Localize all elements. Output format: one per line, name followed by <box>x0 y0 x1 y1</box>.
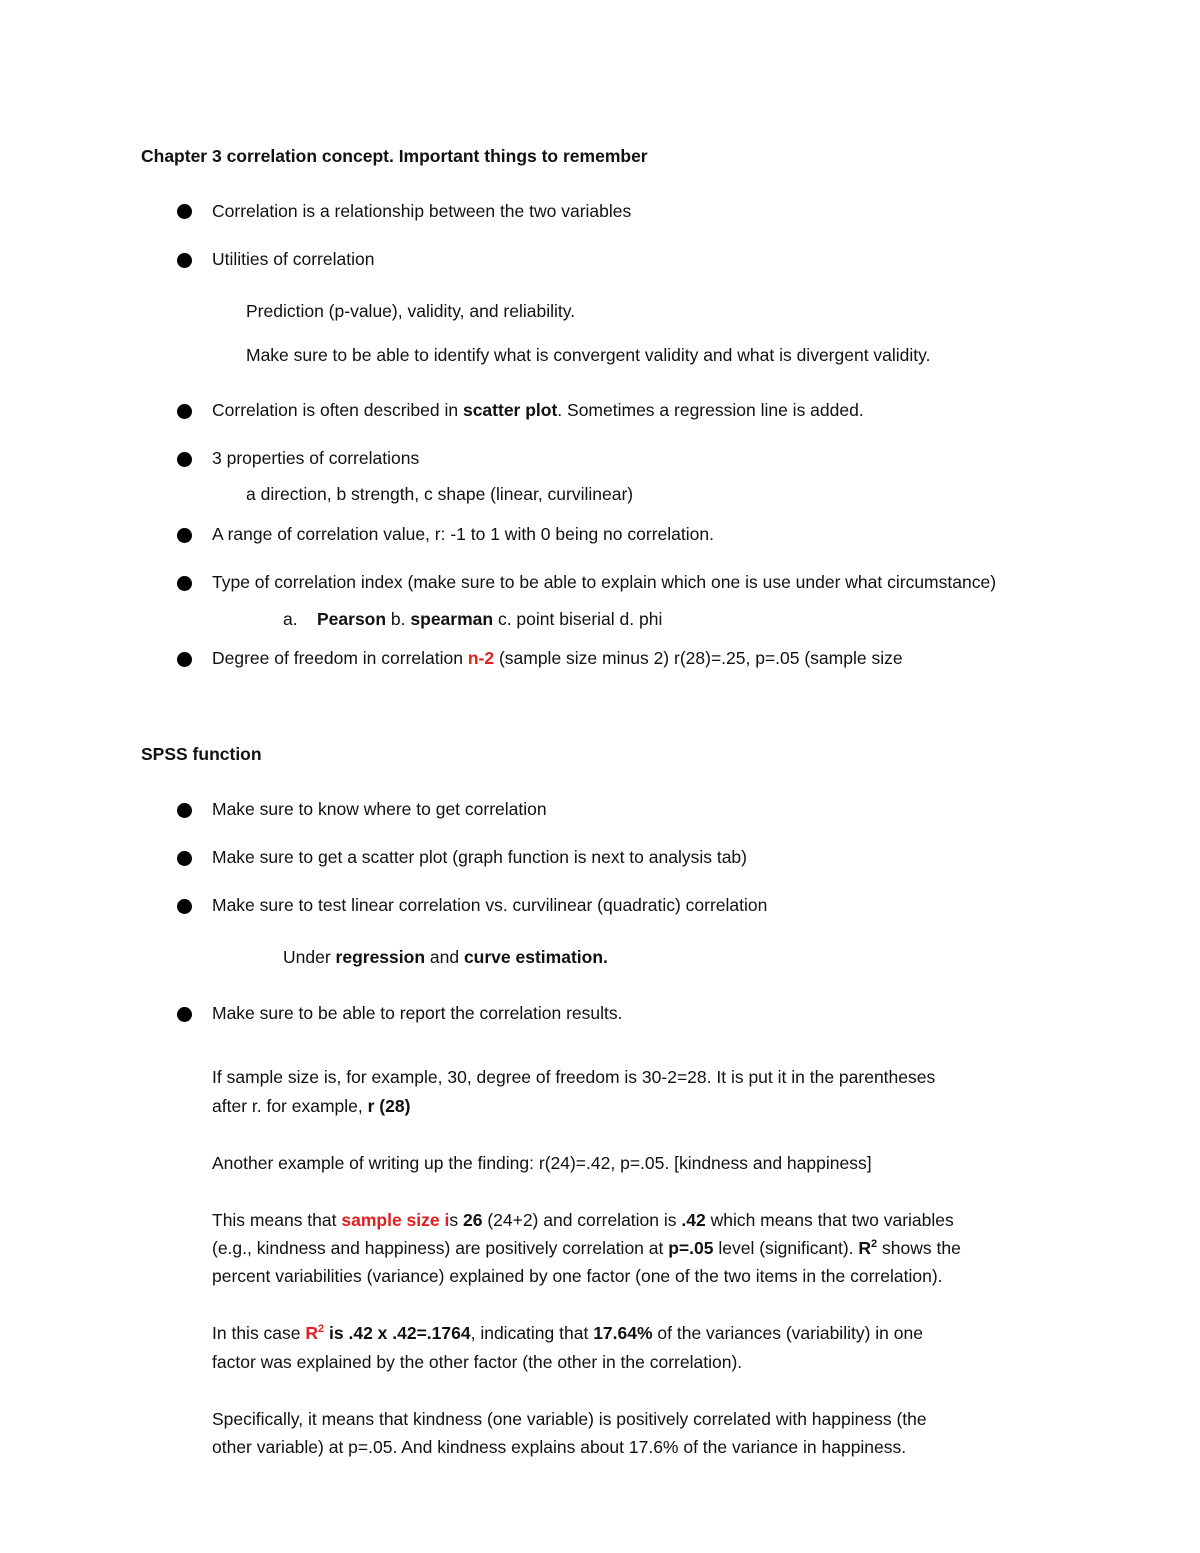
sub-text: Make sure to be able to identify what is convergent validity and what is divergent validity. <box>246 345 931 365</box>
text-run: c. point biserial d. phi <box>493 609 663 629</box>
text-run: Degree of freedom in correlation <box>212 648 468 668</box>
text-run: and <box>425 947 464 967</box>
bullet-text: Make sure to be able to report the correlation results. <box>212 1003 623 1023</box>
text-run: b. <box>386 609 411 629</box>
text-run: . Sometimes a regression line is added. <box>557 400 864 420</box>
text-run: Under <box>283 947 336 967</box>
red-run: sample size i <box>341 1210 450 1230</box>
bullet-icon <box>177 803 192 818</box>
bold-run: p=.05 <box>668 1238 714 1258</box>
bullet-text <box>212 647 903 669</box>
bullet-text: Make sure to test linear correlation vs. curvilinear (quadratic) correlation <box>212 895 768 915</box>
bold-run: Pearson <box>317 609 387 629</box>
sub-text <box>317 608 662 630</box>
paragraph-line: If sample size is, for example, 30, degree of freedom is 30-2=28. It is put it in the parentheses <box>212 1067 936 1087</box>
text-run: shows the <box>877 1238 961 1258</box>
text-run: s <box>449 1210 463 1230</box>
text-run: (e.g., kindness and happiness) are positively correlation at <box>212 1238 669 1258</box>
text-run: of the variances (variability) in one <box>652 1323 923 1343</box>
text-run: In this case <box>212 1323 306 1343</box>
red-run: R <box>305 1323 319 1343</box>
bullet-text: Utilities of correlation <box>212 249 375 269</box>
bold-run: r (28) <box>367 1096 411 1116</box>
bullet-icon <box>177 452 192 467</box>
page-heading: Chapter 3 correlation concept. Important things to remember <box>141 146 648 166</box>
bold-run: R <box>858 1238 872 1258</box>
bullet-icon <box>177 851 192 866</box>
text-run: after r. for example, <box>212 1096 368 1116</box>
bullet-text: Correlation is a relationship between the two variables <box>212 201 632 221</box>
paragraph-line <box>212 1209 954 1231</box>
text-run: This means that <box>212 1210 342 1230</box>
bullet-text: Make sure to know where to get correlation <box>212 799 547 819</box>
text-run: (sample size minus 2) r(28)=.25, p=.05 (sample size <box>494 648 903 668</box>
bullet-icon <box>177 1007 192 1022</box>
bold-run: 17.64% <box>593 1323 653 1343</box>
bold-run: scatter plot <box>462 400 558 420</box>
bullet-icon <box>177 576 192 591</box>
superscript: 2 <box>871 1238 878 1250</box>
sub-text: a direction, b strength, c shape (linear, curvilinear) <box>246 484 634 504</box>
text-run: which means that two variables <box>705 1210 954 1230</box>
paragraph-line: factor was explained by the other factor (the other in the correlation). <box>212 1352 743 1372</box>
paragraph-line <box>212 1095 410 1117</box>
bold-run: is .42 x .42=.1764 <box>324 1323 471 1343</box>
paragraph-line <box>212 1237 961 1259</box>
bullet-icon <box>177 253 192 268</box>
bullet-text: Make sure to get a scatter plot (graph function is next to analysis tab) <box>212 847 747 867</box>
bullet-icon <box>177 204 192 219</box>
text-run: , indicating that <box>470 1323 594 1343</box>
paragraph-line: Another example of writing up the finding: r(24)=.42, p=.05. [kindness and happiness] <box>212 1153 872 1173</box>
bullet-icon <box>177 899 192 914</box>
bullet-icon <box>177 528 192 543</box>
section-heading: SPSS function <box>141 744 262 764</box>
bold-run: regression <box>335 947 426 967</box>
text-run: (24+2) and correlation is <box>482 1210 682 1230</box>
sub-text <box>283 946 608 968</box>
paragraph-line <box>212 1322 923 1344</box>
bullet-text: A range of correlation value, r: -1 to 1 with 0 being no correlation. <box>212 524 714 544</box>
bullet-text: Type of correlation index (make sure to be able to explain which one is use under what circumstance) <box>212 572 997 592</box>
text-run: level (significant). <box>713 1238 859 1258</box>
bold-run: curve estimation. <box>463 947 608 967</box>
bullet-icon <box>177 652 192 667</box>
red-run: n-2 <box>467 648 495 668</box>
sub-text: Prediction (p-value), validity, and reliability. <box>246 301 576 321</box>
bold-run: 26 <box>462 1210 483 1230</box>
sub-list-marker: a. <box>283 609 298 629</box>
paragraph-line: other variable) at p=.05. And kindness explains about 17.6% of the variance in happiness. <box>212 1437 907 1457</box>
bold-run: .42 <box>681 1210 706 1230</box>
bullet-text: 3 properties of correlations <box>212 448 420 468</box>
bold-run: spearman <box>410 609 494 629</box>
paragraph-line: percent variabilities (variance) explained by one factor (one of the two items in the correlation). <box>212 1266 943 1286</box>
bullet-text <box>212 399 864 421</box>
text-run: Correlation is often described in <box>212 400 463 420</box>
superscript: 2 <box>318 1323 325 1335</box>
bullet-icon <box>177 404 192 419</box>
paragraph-line: Specifically, it means that kindness (one variable) is positively correlated with happiness (the <box>212 1409 927 1429</box>
